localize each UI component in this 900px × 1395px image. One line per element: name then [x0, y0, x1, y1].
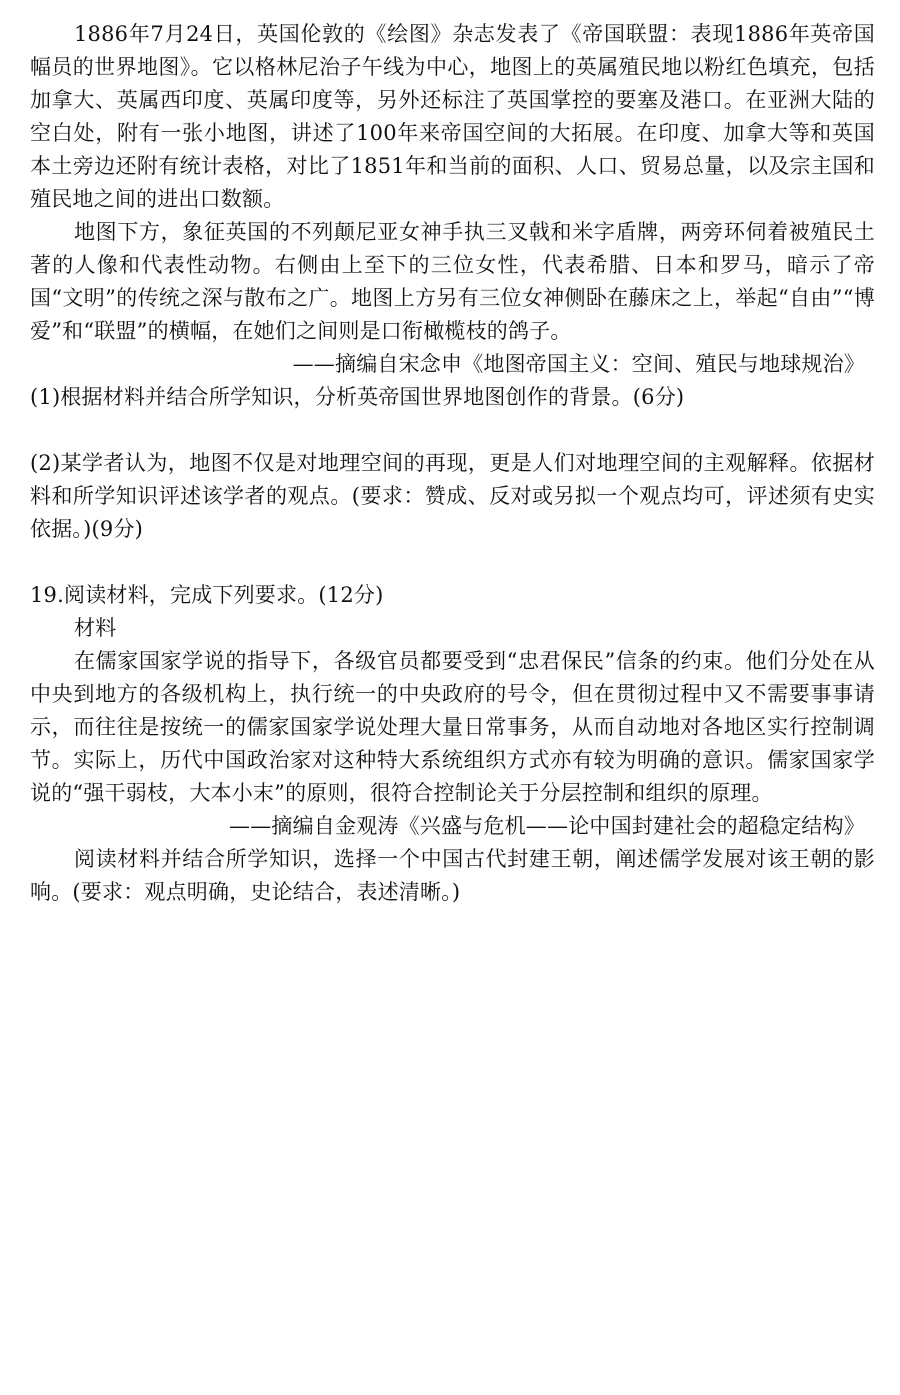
material-paragraph-confucian-state: 在儒家国家学说的指导下，各级官员都要受到“忠君保民”信条的约束。他们分处在从中央到地方的各级机构上，执行统一的中央政府的号令，但在贯彻过程中又不需要事事请示，而往往是按统一的儒家国家学说处理大量日常事务，从而自动地对各地区实行控制调节。实际上，历代中国政治家对这种特大系统组织方式亦有较为明确的意识。儒家国家学说的“强干弱枝，大本小末”的原则，很符合控制论关于分层控制和组织的原理。: [30, 649, 875, 805]
passage-source-citation: ——摘编自宋念申《地图帝国主义：空间、殖民与地球规治》: [292, 352, 865, 376]
question-18-2: (2)某学者认为，地图不仅是对地理空间的再现，更是人们对地理空间的主观解释。依据材料和所学知识评述该学者的观点。(要求：赞成、反对或另拟一个观点均可，评述须有史实依据。)(9分): [30, 451, 875, 541]
question-18-1: (1)根据材料并结合所学知识，分析英帝国世界地图创作的背景。(6分): [30, 385, 685, 409]
material-source-citation: ——摘编自金观涛《兴盛与危机——论中国封建社会的超稳定结构》: [229, 814, 865, 838]
page-content: [30, 18, 875, 909]
answer-space: [30, 546, 875, 579]
answer-space: [30, 414, 875, 447]
material-label: 材料: [74, 616, 117, 640]
passage-paragraph-map-description: 1886年7月24日，英国伦敦的《绘图》杂志发表了《帝国联盟：表现1886年英帝国幅员的世界地图》。它以格林尼治子午线为中心，地图上的英属殖民地以粉红色填充，包括加拿大、英属西印度、英属印度等，另外还标注了英国掌控的要塞及港口。在亚洲大陆的空白处，附有一张小地图，讲述了100年来帝国空间的大拓展。在印度、加拿大等和英国本土旁边还附有统计表格，对比了1851年和当前的面积、人口、贸易总量，以及宗主国和殖民地之间的进出口数额。: [30, 22, 875, 211]
passage-paragraph-map-imagery: 地图下方，象征英国的不列颠尼亚女神手执三叉戟和米字盾牌，两旁环伺着被殖民土著的人像和代表性动物。右侧由上至下的三位女性，代表希腊、日本和罗马，暗示了帝国“文明”的传统之深与散布之广。地图上方另有三位女神侧卧在藤床之上，举起“自由”“博爱”和“联盟”的横幅，在她们之间则是口衔橄榄枝的鸽子。: [30, 220, 875, 343]
question-19-title: 19.阅读材料，完成下列要求。(12分): [30, 583, 384, 607]
question-19-prompt: 阅读材料并结合所学知识，选择一个中国古代封建王朝，阐述儒学发展对该王朝的影响。(要求：观点明确，史论结合，表述清晰。): [30, 847, 875, 904]
